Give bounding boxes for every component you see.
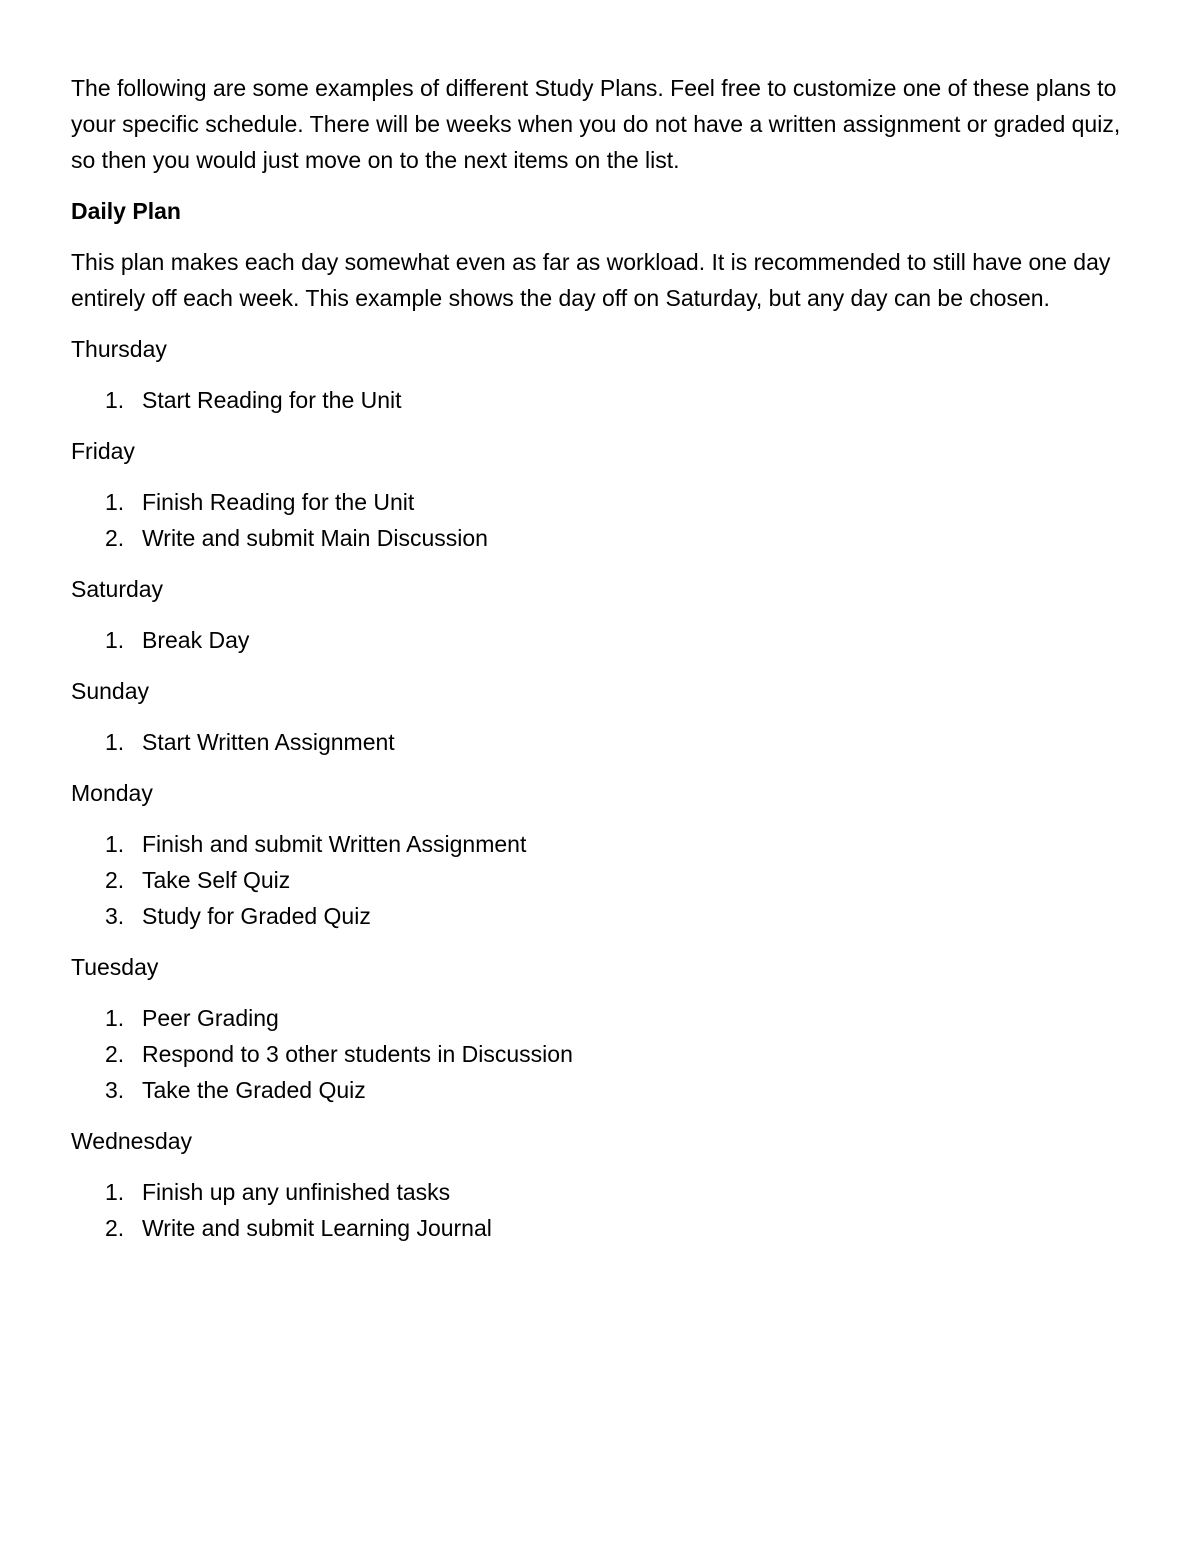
task-text: Peer Grading — [142, 1005, 279, 1031]
list-item — [71, 1174, 1131, 1210]
day-section-thursday — [71, 331, 1131, 418]
list-number: 1. — [105, 489, 125, 515]
task-text: Write and submit Learning Journal — [142, 1215, 492, 1241]
list-number: 1. — [105, 627, 125, 653]
list-number: 1. — [105, 387, 125, 413]
day-section-friday — [71, 433, 1131, 556]
day-heading: Thursday — [71, 336, 167, 362]
list-item — [71, 520, 1131, 556]
list-number: 2. — [105, 1215, 125, 1241]
day-section-monday — [71, 775, 1131, 934]
list-number: 2. — [105, 1041, 125, 1067]
task-text: Finish up any unfinished tasks — [142, 1179, 451, 1205]
task-text: Start Reading for the Unit — [142, 387, 402, 413]
section-heading: Daily Plan — [71, 198, 181, 224]
list-number: 3. — [105, 1077, 125, 1103]
intro-paragraph: The following are some examples of different Study Plans. Feel free to customize one of these plans to your specific schedule. There will be weeks when you do not have a written assignment or graded quiz, so then you would just move on to the next items on the list. — [71, 75, 1121, 173]
list-item — [71, 1036, 1131, 1072]
task-text: Start Written Assignment — [142, 729, 395, 755]
list-number: 1. — [105, 1005, 125, 1031]
document-page — [71, 70, 1131, 1261]
task-text: Respond to 3 other students in Discussion — [142, 1041, 573, 1067]
list-item — [71, 1000, 1131, 1036]
task-list — [71, 724, 1131, 760]
list-number: 1. — [105, 1179, 125, 1205]
day-heading: Tuesday — [71, 954, 159, 980]
day-section-saturday — [71, 571, 1131, 658]
task-text: Finish and submit Written Assignment — [142, 831, 527, 857]
list-item — [71, 724, 1131, 760]
day-section-wednesday — [71, 1123, 1131, 1246]
task-list — [71, 382, 1131, 418]
task-list — [71, 1174, 1131, 1246]
section-description: This plan makes each day somewhat even as far as workload. It is recommended to still have one day entirely off each week. This example shows the day off on Saturday, but any day can be chosen. — [71, 249, 1111, 311]
day-section-tuesday — [71, 949, 1131, 1108]
list-number: 1. — [105, 729, 125, 755]
day-section-sunday — [71, 673, 1131, 760]
task-list — [71, 826, 1131, 934]
list-item — [71, 898, 1131, 934]
day-heading: Monday — [71, 780, 153, 806]
task-text: Break Day — [142, 627, 250, 653]
day-heading: Wednesday — [71, 1128, 193, 1154]
list-item — [71, 622, 1131, 658]
day-heading: Friday — [71, 438, 135, 464]
list-item — [71, 862, 1131, 898]
list-number: 2. — [105, 867, 125, 893]
list-item — [71, 1072, 1131, 1108]
task-list — [71, 622, 1131, 658]
list-item — [71, 826, 1131, 862]
task-text: Take the Graded Quiz — [142, 1077, 366, 1103]
list-number: 3. — [105, 903, 125, 929]
task-text: Write and submit Main Discussion — [142, 525, 488, 551]
list-item — [71, 484, 1131, 520]
task-text: Finish Reading for the Unit — [142, 489, 415, 515]
list-item — [71, 1210, 1131, 1246]
list-item — [71, 382, 1131, 418]
day-heading: Sunday — [71, 678, 150, 704]
task-list — [71, 1000, 1131, 1108]
day-heading: Saturday — [71, 576, 164, 602]
task-text: Study for Graded Quiz — [142, 903, 371, 929]
task-text: Take Self Quiz — [142, 867, 291, 893]
task-list — [71, 484, 1131, 556]
list-number: 1. — [105, 831, 125, 857]
list-number: 2. — [105, 525, 125, 551]
